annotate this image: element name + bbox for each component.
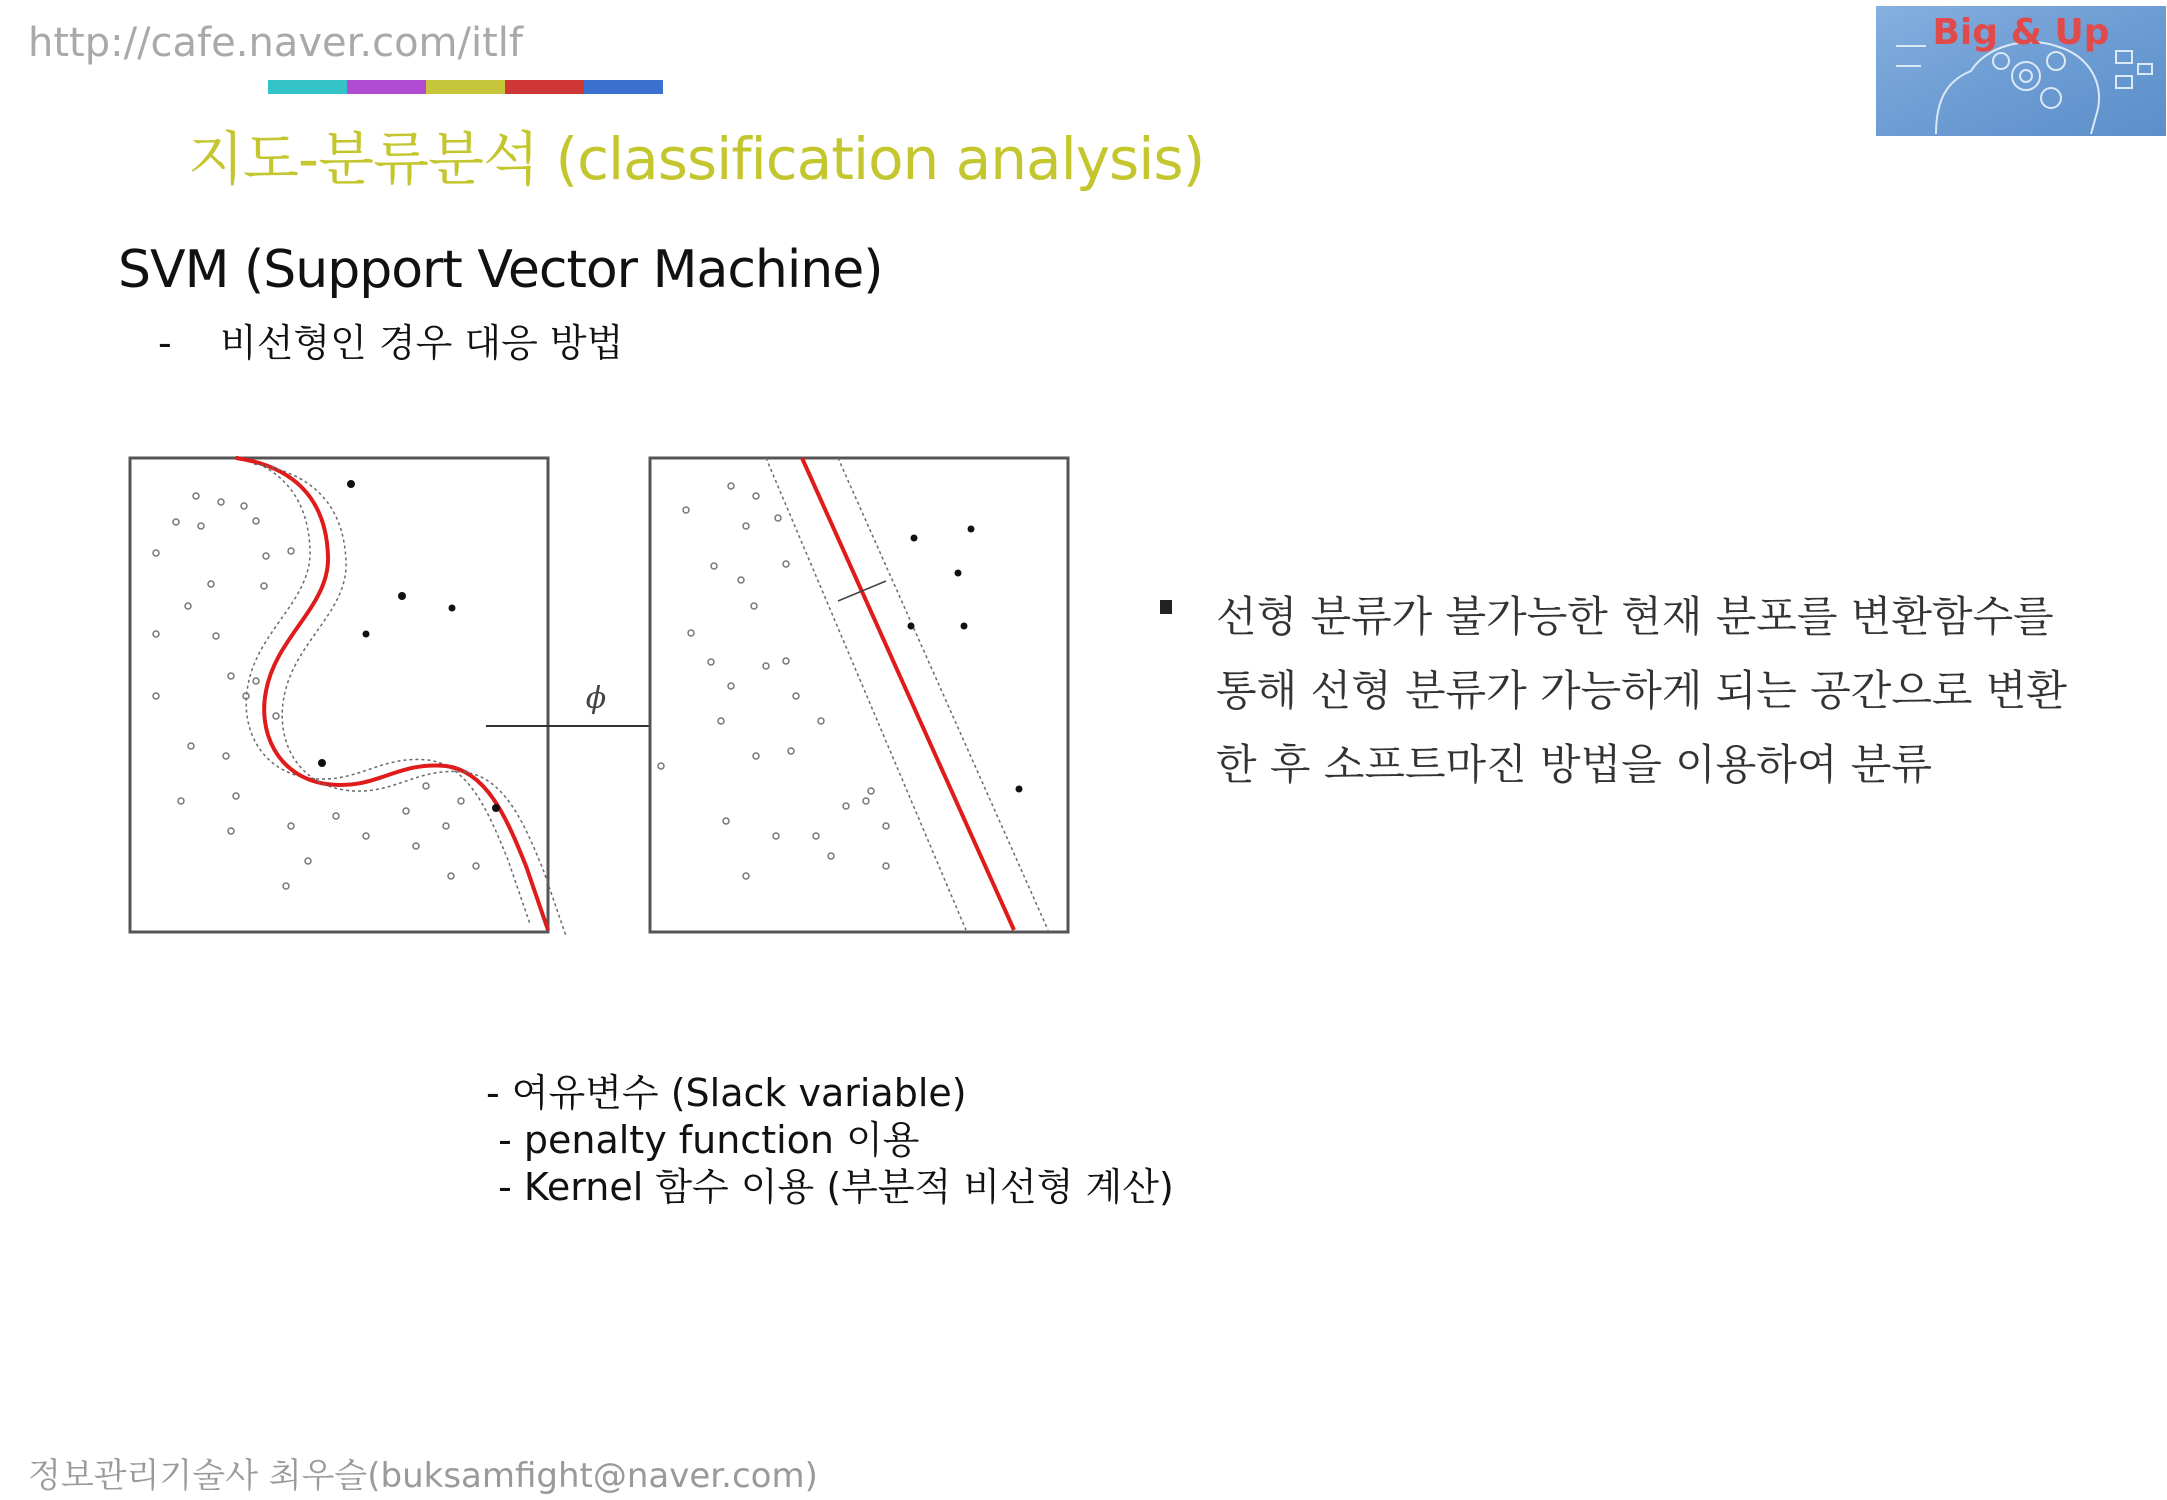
bullet-icon [1160,600,1172,614]
section-subheading [158,312,623,367]
notes-list [486,1070,1174,1211]
description-block [1160,580,2110,802]
description-line: 한 후 소프트마진 방법을 이용하여 분류 [1216,740,1932,789]
color-segment [584,80,663,94]
note-item: - Kernel 함수 이용 (부분적 비선형 계산) [486,1165,1174,1209]
color-segment [426,80,505,94]
note-item: - penalty function 이용 [486,1118,920,1162]
phi-label: ϕ [585,681,607,716]
subheading-text: 비선형인 경우 대응 방법 [220,321,624,365]
page-title: 지도-분류분석 (classification analysis) [188,125,1205,193]
note-item: - 여유변수 (Slack variable) [486,1071,967,1115]
color-segment [268,80,347,94]
section-heading: SVM (Support Vector Machine) [118,240,883,300]
source-url: http://cafe.naver.com/itlf [28,20,523,66]
subheading-dash: - [158,321,172,365]
big-and-up-logo [1876,6,2166,136]
feature-space-panel [650,458,1068,932]
svm-kernel-figure [126,456,1076,936]
color-stripe [268,80,663,94]
description-line: 통해 선형 분류가 가능하게 되는 공간으로 변환 [1216,666,2067,715]
color-segment [347,80,426,94]
description-line: 선형 분류가 불가능한 현재 분포를 변환함수를 [1216,592,2054,641]
logo-text: Big & Up [1932,12,2110,53]
author-footer: 정보관리기술사 최우슬(buksamfight@naver.com) [28,1456,818,1496]
color-segment [505,80,584,94]
input-space-panel [130,458,548,932]
